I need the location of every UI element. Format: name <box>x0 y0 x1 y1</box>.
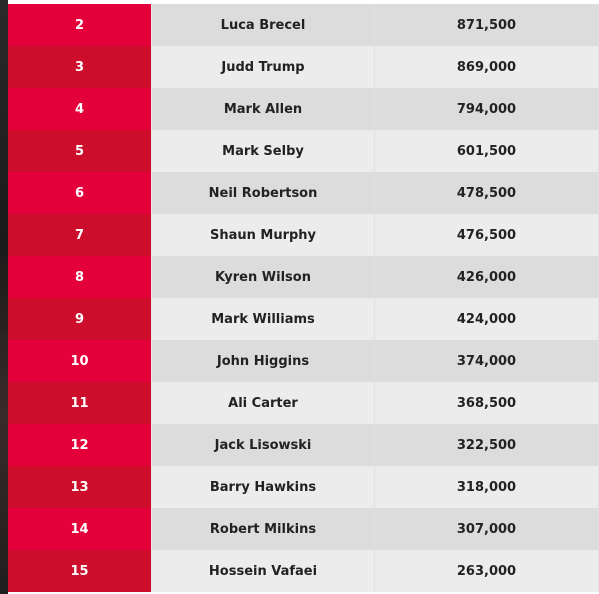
prize-money-cell: 318,000 <box>375 466 599 508</box>
prize-money-cell: 368,500 <box>375 382 599 424</box>
position-cell: 9 <box>8 298 152 340</box>
prize-money-cell: 374,000 <box>375 340 599 382</box>
player-name-cell: Robert Milkins <box>152 508 375 550</box>
position-cell: 15 <box>8 550 152 592</box>
table-row <box>8 424 599 466</box>
left-edge-shadow <box>0 0 8 594</box>
player-name-cell: John Higgins <box>152 340 375 382</box>
position-cell: 12 <box>8 424 152 466</box>
position-cell: 10 <box>8 340 152 382</box>
position-cell: 5 <box>8 130 152 172</box>
player-name-cell: Barry Hawkins <box>152 466 375 508</box>
player-name-cell: Kyren Wilson <box>152 256 375 298</box>
prize-money-cell: 476,500 <box>375 214 599 256</box>
table-row <box>8 4 599 46</box>
player-name-cell: Ali Carter <box>152 382 375 424</box>
prize-money-cell: 478,500 <box>375 172 599 214</box>
position-cell: 11 <box>8 382 152 424</box>
prize-money-cell: 794,000 <box>375 88 599 130</box>
prize-money-cell: 869,000 <box>375 46 599 88</box>
position-cell: 8 <box>8 256 152 298</box>
table-row <box>8 508 599 550</box>
prize-money-cell: 322,500 <box>375 424 599 466</box>
table-row <box>8 172 599 214</box>
position-cell: 2 <box>8 4 152 46</box>
player-name-cell: Mark Allen <box>152 88 375 130</box>
player-name-cell: Luca Brecel <box>152 4 375 46</box>
table-row <box>8 466 599 508</box>
prize-money-cell: 307,000 <box>375 508 599 550</box>
table-row <box>8 256 599 298</box>
table-row <box>8 214 599 256</box>
player-name-cell: Mark Williams <box>152 298 375 340</box>
prize-money-cell: 426,000 <box>375 256 599 298</box>
position-cell: 7 <box>8 214 152 256</box>
player-name-cell: Shaun Murphy <box>152 214 375 256</box>
table-row <box>8 340 599 382</box>
position-cell: 6 <box>8 172 152 214</box>
table-row <box>8 382 599 424</box>
player-name-cell: Neil Robertson <box>152 172 375 214</box>
table-row <box>8 130 599 172</box>
prize-money-cell: 871,500 <box>375 4 599 46</box>
table-row <box>8 88 599 130</box>
prize-money-cell: 601,500 <box>375 130 599 172</box>
player-name-cell: Judd Trump <box>152 46 375 88</box>
position-cell: 3 <box>8 46 152 88</box>
prize-money-cell: 263,000 <box>375 550 599 592</box>
table-row <box>8 298 599 340</box>
prize-money-cell: 424,000 <box>375 298 599 340</box>
player-name-cell: Mark Selby <box>152 130 375 172</box>
table-row <box>8 46 599 88</box>
player-name-cell: Jack Lisowski <box>152 424 375 466</box>
position-cell: 14 <box>8 508 152 550</box>
table-row <box>8 550 599 592</box>
position-cell: 4 <box>8 88 152 130</box>
position-cell: 13 <box>8 466 152 508</box>
player-name-cell: Hossein Vafaei <box>152 550 375 592</box>
rankings-table <box>8 4 599 592</box>
